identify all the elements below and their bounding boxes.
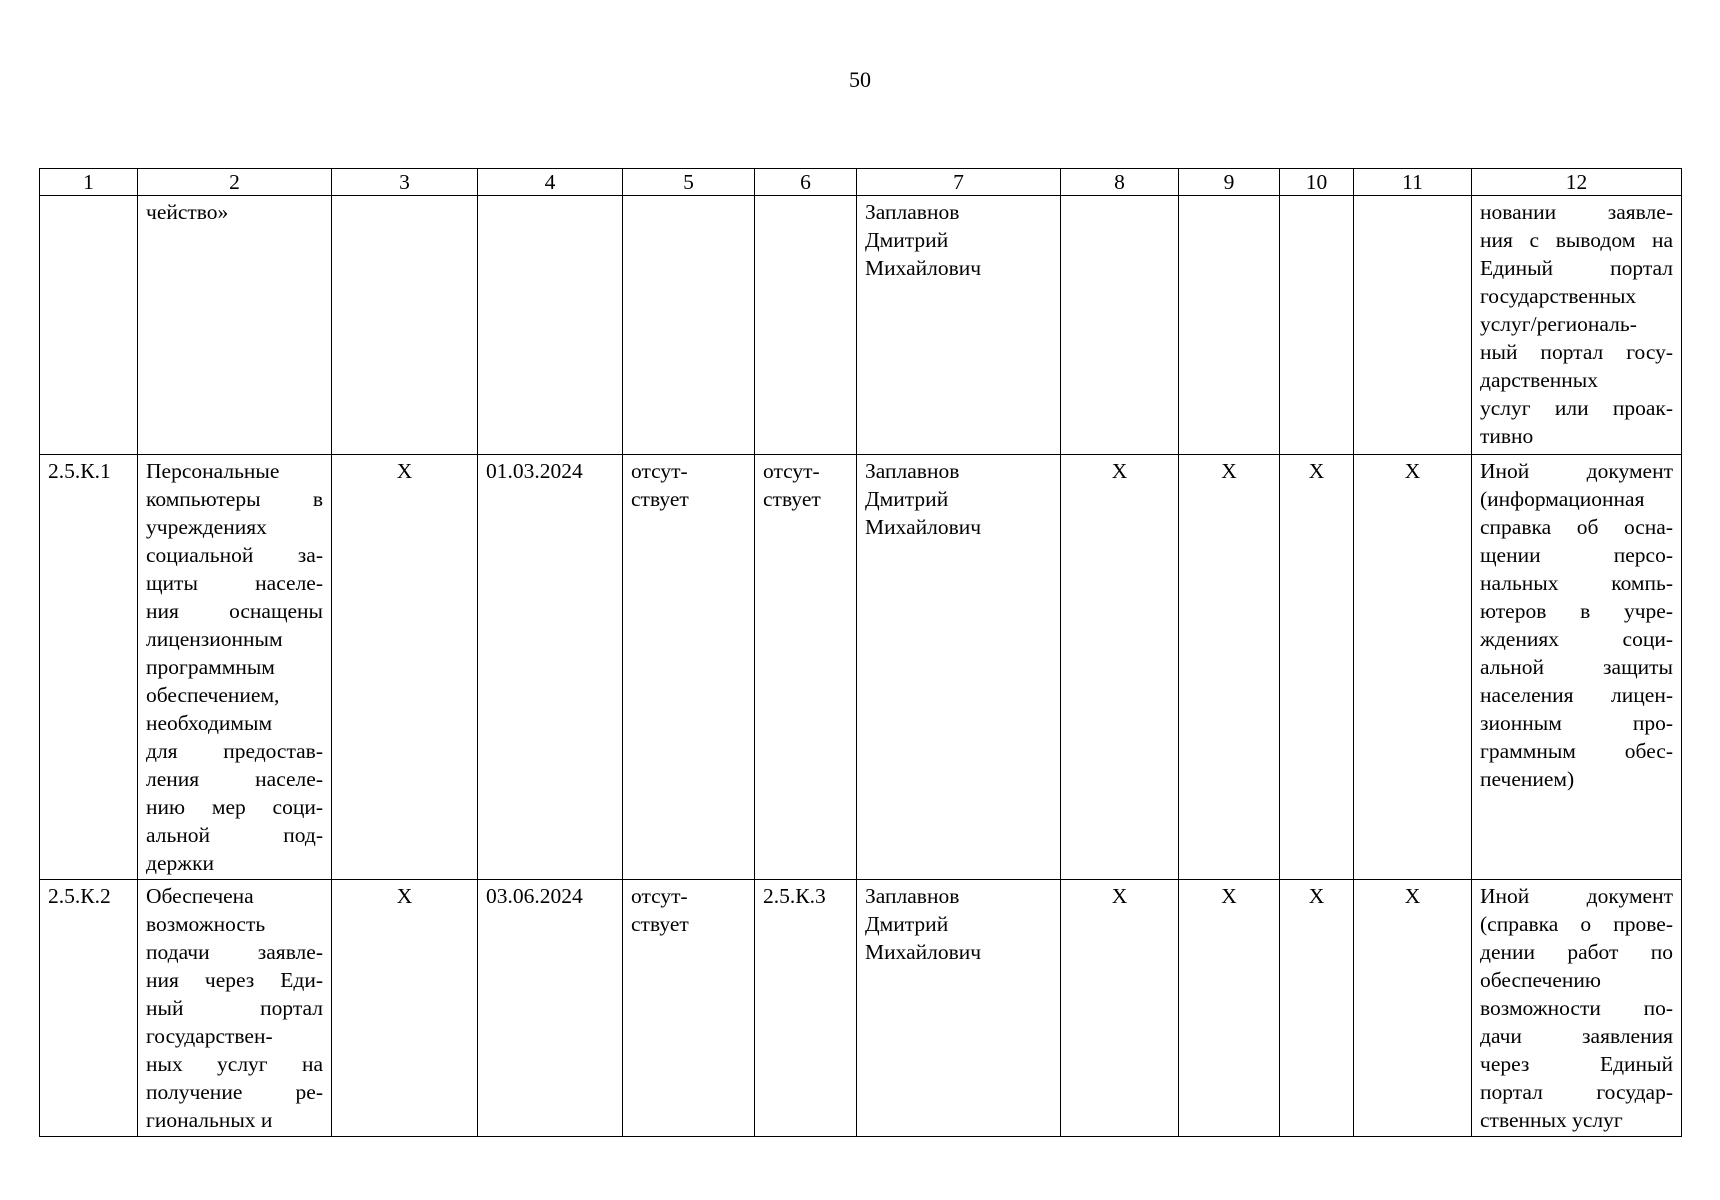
cell-col5 xyxy=(623,196,755,455)
table-row xyxy=(40,455,1682,880)
column-header: 7 xyxy=(857,169,1061,196)
text-line: Заплавнов xyxy=(865,459,960,483)
text-line: услуг/региональ- xyxy=(1480,312,1637,336)
cell-col11: X xyxy=(1354,880,1472,1137)
responsible-person xyxy=(857,196,1061,455)
text-line: ждениях соци- xyxy=(1480,627,1673,651)
text-line: портал государ- xyxy=(1480,1080,1673,1104)
text-line: гиональных и xyxy=(146,1108,273,1132)
text-line: Михайлович xyxy=(865,940,982,964)
text-line: щении персо- xyxy=(1480,543,1673,567)
cell-col8 xyxy=(1061,196,1179,455)
column-header: 4 xyxy=(478,169,623,196)
cell-col8: X xyxy=(1061,880,1179,1137)
text-line: нию мер соци- xyxy=(146,795,323,819)
cell-col11: X xyxy=(1354,455,1472,880)
cell-col3: X xyxy=(332,455,478,880)
text-line: ления населе- xyxy=(146,767,323,791)
text-line: социальной за- xyxy=(146,543,323,567)
text-line: ния с выводом на xyxy=(1480,228,1673,252)
text-line: Единый портал xyxy=(1480,256,1673,280)
text-line: Обеспечена xyxy=(146,884,254,908)
cell-col3: X xyxy=(332,880,478,1137)
text-line: новании заявле- xyxy=(1480,200,1673,224)
text-line: отсут- xyxy=(631,459,688,483)
text-line: ствует xyxy=(763,487,821,511)
column-header: 8 xyxy=(1061,169,1179,196)
text-line: держки xyxy=(146,851,215,875)
text-line: щиты населе- xyxy=(146,571,323,595)
text-line: ствует xyxy=(631,912,689,936)
responsible-person xyxy=(857,455,1061,880)
text-line: государственных xyxy=(1480,284,1637,308)
text-line: справка об осна- xyxy=(1480,515,1673,539)
responsible-person xyxy=(857,880,1061,1137)
text-line: альной под- xyxy=(146,823,323,847)
text-line: отсут- xyxy=(631,884,688,908)
cell-col6 xyxy=(755,880,857,1137)
text-line: компьютеры в xyxy=(146,487,323,511)
text-line: ния оснащены xyxy=(146,599,323,623)
cell-date: 01.03.2024 xyxy=(478,455,623,880)
column-header: 3 xyxy=(332,169,478,196)
cell-col9: X xyxy=(1179,880,1280,1137)
document-table xyxy=(39,168,1682,1137)
document-description xyxy=(1472,880,1682,1137)
text-line: Заплавнов xyxy=(865,200,960,224)
text-line: услуг или проак- xyxy=(1480,396,1673,420)
text-line: Иной документ xyxy=(1480,884,1673,908)
column-header: 6 xyxy=(755,169,857,196)
text-line: альной защиты xyxy=(1480,655,1673,679)
text-line: нальных компь- xyxy=(1480,571,1673,595)
column-header: 11 xyxy=(1354,169,1472,196)
text-line: учреждениях xyxy=(146,515,267,539)
text-line: зионным про- xyxy=(1480,711,1673,735)
table-row xyxy=(40,196,1682,455)
cell-col8: X xyxy=(1061,455,1179,880)
text-line: дении работ по xyxy=(1480,940,1673,964)
cell-col9: X xyxy=(1179,455,1280,880)
text-line: ственных услуг xyxy=(1480,1108,1623,1132)
text-line: подачи заявле- xyxy=(146,940,323,964)
text-line: ных услуг на xyxy=(146,1052,323,1076)
item-description xyxy=(138,196,332,455)
text-line: получение ре- xyxy=(146,1080,323,1104)
item-description xyxy=(138,880,332,1137)
cell-col10 xyxy=(1280,196,1354,455)
text-line: чейство» xyxy=(146,200,229,224)
text-line: (информационная xyxy=(1480,487,1645,511)
column-header: 10 xyxy=(1280,169,1354,196)
text-line: ютеров в учре- xyxy=(1480,599,1673,623)
text-line: Дмитрий xyxy=(865,487,949,511)
column-header: 1 xyxy=(40,169,138,196)
cell-col5 xyxy=(623,455,755,880)
column-header: 9 xyxy=(1179,169,1280,196)
text-line: через Единый xyxy=(1480,1052,1673,1076)
text-line: государствен- xyxy=(146,1024,273,1048)
text-line: возможности по- xyxy=(1480,996,1673,1020)
cell-col5 xyxy=(623,880,755,1137)
table-row xyxy=(40,880,1682,1137)
text-line: Заплавнов xyxy=(865,884,960,908)
document-description xyxy=(1472,196,1682,455)
cell-col10: X xyxy=(1280,880,1354,1137)
text-line: ствует xyxy=(631,487,689,511)
text-line: населения лицен- xyxy=(1480,683,1673,707)
cell-date xyxy=(478,196,623,455)
item-code xyxy=(40,196,138,455)
text-line: отсут- xyxy=(763,459,820,483)
item-code: 2.5.К.1 xyxy=(40,455,138,880)
text-line: дачи заявления xyxy=(1480,1024,1673,1048)
cell-col9 xyxy=(1179,196,1280,455)
cell-col3 xyxy=(332,196,478,455)
text-line: тивно xyxy=(1480,424,1534,448)
text-line: ный портал госу- xyxy=(1480,340,1673,364)
document-description xyxy=(1472,455,1682,880)
text-line: Михайлович xyxy=(865,515,982,539)
text-line: Дмитрий xyxy=(865,912,949,936)
text-line: Дмитрий xyxy=(865,228,949,252)
column-header: 12 xyxy=(1472,169,1682,196)
text-line: печением) xyxy=(1480,767,1575,791)
item-description xyxy=(138,455,332,880)
text-line: граммным обес- xyxy=(1480,739,1673,763)
text-line: возможность xyxy=(146,912,266,936)
text-line: Иной документ xyxy=(1480,459,1673,483)
cell-date: 03.06.2024 xyxy=(478,880,623,1137)
text-line: для предостав- xyxy=(146,739,323,763)
text-line: лицензионным xyxy=(146,627,283,651)
text-line: программным xyxy=(146,655,275,679)
text-line: (справка о прове- xyxy=(1480,912,1673,936)
text-line: ния через Еди- xyxy=(146,968,323,992)
page-number: 50 xyxy=(849,67,871,92)
text-line: 2.5.К.3 xyxy=(763,884,826,908)
cell-col10: X xyxy=(1280,455,1354,880)
column-header: 5 xyxy=(623,169,755,196)
text-line: ный портал xyxy=(146,996,323,1020)
cell-col6 xyxy=(755,196,857,455)
text-line: Персональные xyxy=(146,459,280,483)
item-code: 2.5.К.2 xyxy=(40,880,138,1137)
cell-col11 xyxy=(1354,196,1472,455)
column-header: 2 xyxy=(138,169,332,196)
text-line: обеспечением, xyxy=(146,683,280,707)
header-row xyxy=(40,169,1682,196)
text-line: необходимым xyxy=(146,711,273,735)
cell-col6 xyxy=(755,455,857,880)
text-line: дарственных xyxy=(1480,368,1598,392)
text-line: обеспечению xyxy=(1480,968,1601,992)
text-line: Михайлович xyxy=(865,256,982,280)
